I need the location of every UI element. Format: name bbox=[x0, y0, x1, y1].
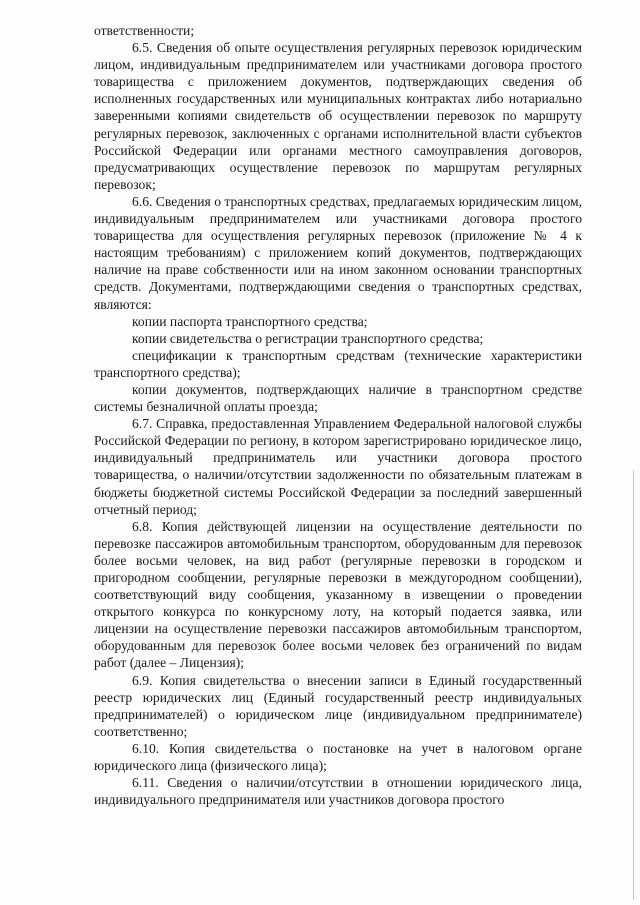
paragraph-continuation: ответственности; bbox=[94, 23, 195, 38]
paragraph-6-11: 6.11. Сведения о наличии/отсутствии в отношении юридического лица, индивидуального предпринимателя или участников договора простого bbox=[94, 775, 582, 808]
document-text bbox=[94, 22, 582, 808]
paragraph-6-7: 6.7. Справка, предоставленная Управлением Федеральной налоговой службы Российской Федерации по региону, в котором зарегистрировано юридическое лицо, индивидуальный предприниматель или участники договора простого товарищества, о наличии/отсутствии задолженности по обязательным платежам в бюджеты бюджетной системы Российской Федерации за последний завершенный отчетный период; bbox=[94, 416, 582, 517]
list-item-registration-copy: копии свидетельства о регистрации транспортного средства; bbox=[132, 330, 484, 346]
list-item-passport-copy: копии паспорта транспортного средства; bbox=[132, 313, 368, 329]
scan-edge-line bbox=[633, 470, 634, 900]
list-item-cashless-payment: копии документов, подтверждающих наличие в транспортном средстве системы безналичной оплаты проезда; bbox=[94, 381, 582, 415]
paragraph-6-5: 6.5. Сведения об опыте осуществления регулярных перевозок юридическим лицом, индивидуальным предпринимателем или участниками договора простого товарищества с приложением документов, подтверждающих сведения об исполненных государственных или муниципальных контрактах либо нотариально заверенными копиями свидетельств об осуществлении перевозок по маршруту регулярных перевозок, заключенных с органами исполнительной власти субъектов Российской Федерации или органами местного самоуправления договоров, предусматривающих осуществление перевозок по маршрутам регулярных перевозок; bbox=[94, 40, 582, 192]
paragraph-6-9: 6.9. Копия свидетельства о внесении записи в Единый государственный реестр юридических лиц (Единый государственный реестр индивидуальных предпринимателей) о юридическом лице (индивидуальном предпринимателе) соответственно; bbox=[94, 672, 582, 739]
paragraph-6-8: 6.8. Копия действующей лицензии на осуществление деятельности по перевозке пассажиров автомобильным транспортом, оборудованным для перевозок более восьми человек, на вид работ (регулярные перевозки в городском и пригородном сообщении, регулярные перевозки в междугородном сообщении), соответствующий виду сообщения, указанному в извещении о проведении открытого конкурса по конкурсному лоту, на который подается заявка, или лицензии на осуществление перевозки пассажиров автомобильным транспортом, оборудованным для перевозок более восьми человек без ограничений по видам работ (далее – Лицензия); bbox=[94, 518, 582, 671]
list-item-specifications: спецификации к транспортным средствам (технические характеристики транспортного средства); bbox=[94, 347, 582, 380]
paragraph-6-10: 6.10. Копия свидетельства о постановке на учет в налоговом органе юридического лица (физического лица); bbox=[94, 740, 582, 774]
paragraph-6-6: 6.6. Сведения о транспортных средствах, предлагаемых юридическим лицом, индивидуальным предпринимателем или участниками договора простого товарищества для осуществления регулярных перевозок (приложение № 4 к настоящим требованиям) с приложением копий документов, подтверждающих наличие на праве собственности или на ином законном основании транспортных средств. Документами, подтверждающими сведения о транспортных средствах, являются: bbox=[94, 193, 582, 312]
